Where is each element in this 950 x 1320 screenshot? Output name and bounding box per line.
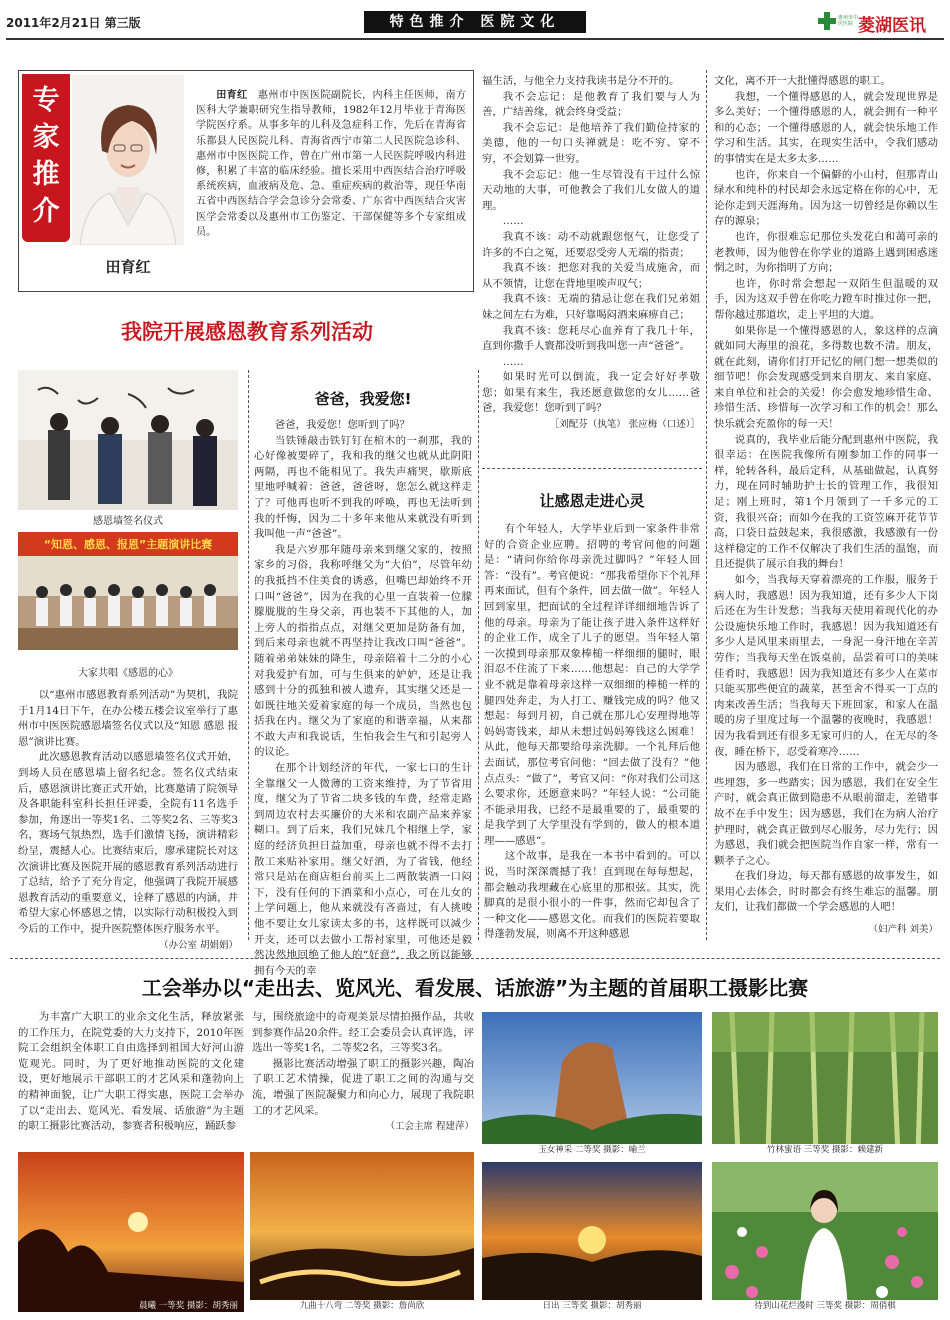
union-text-col2 [252,1010,474,1135]
logo-text: 菱湖医讯 [858,16,926,36]
dad-para-2: 我是六岁那年随母亲来到继父家的，按照家乡的习俗，我称呼继父为“大伯”，尽管年幼的我抵挡不住美食的诱惑，但嘴巴却始终不开口叫“爸爸”，因为在我的心里一直装着一位朦朦胧胧的生身父亲，再也装不下其他的人，加上旁人的指指点点，对继父更加是防备有加，到后来母亲也就不再坚持让我改口叫“爸爸”。随着弟弟妹妹的降生，母亲陪着十二分的小心对我爱护有加，可与生俱来的妒妒，还是让我感到十分的孤独和被人遗弃，其实继父还是一如既往地关爱着家庭的每一个成员，当然也包括我在内。继父为了家庭的和谐幸福，从来都不敢大声和我说话，生怕我会生气和引起旁人的议论。 [254,543,472,759]
col4-para-2: 也许，你来自一个偏僻的小山村，但那青山绿水和纯朴的村民却会永远定格在你的心中，无论你走到天涯海角。因为这一切曾经是你赖以生存的源泉； [714,168,938,228]
photo-flower-caption: 待到山花烂漫时 三等奖 摄影：周俏棋 [712,1300,938,1312]
photo-river-caption: 九曲十八弯 二等奖 摄影：詹尚欣 [250,1300,474,1312]
ganen-para-0: 有个年轻人，大学毕业后到一家条件非常好的合资企业应聘。招聘的考官问他的问题是：“请问你给你母亲洗过脚吗？”年轻人回答：“没有”。考官便说：“那我希望你下个礼拜再来面试，但有个条件，回去做一做”。年轻人回到家里，把面试的全过程详详细细地告诉了他的母亲。母亲为了能让孩子进入条件这样好的企业工作，成全了儿子的愿望。当年轻人第一次摸到母亲那双象棒槌一样细细的腿时，眼泪忍不住流了下来……他想起：自己的大学学业不就是靠着母亲这样一双细细的棒槌一样的腿四处奔走，为人打工、赚钱完成的吗？他又想起：每到月初，自己就在那儿心安理得地等妈妈寄钱来，却从未想过妈妈筹钱这么困难！从此，他每天都要给母亲洗脚。一个礼拜后他去面试，那位考官问他：“回去做了没有？”他点点头：“做了”，考官又问：“你对我们公司这么要求你，还愿意来吗？”年轻人说：“公司能不能录用我，已经不是最重要的了，最重要的是我学到了大学里没有学到的，做人的根本道理——感恩”。 [484,523,700,847]
col3-para-1: 我不会忘记：是他教育了我们要与人为善，广结善缘，就会终身受益； [482,90,700,119]
col4-para-6: 说真的，我毕业后能分配到惠州中医院，我很幸运：在医院我像所有刚参加工作的同事一样，轮转各科，最后定科，从基础做起，认真努力，现在同时辅助护士长的管理工作，我很知足；刚上班时，第1个月领到了一千多元的工资，我很兴奋；而如今在我的工资笠麻开花节节高，口袋日益鼓起来，我很感激，我感激有一份这样稳定的工作不仅解决了我们生活的温饱，而且还提供了展示自我的舞台！ [714,433,938,571]
photo-singing-caption: 大家共唱《感恩的心》 [78,668,178,679]
photo-singing [18,532,238,650]
col4-para-8: 因为感恩，我们在日常的工作中，就会少一些埋怨，多一些踏实；因为感恩，我们在安全生产时，就会真正做到隐患不从眼前溜走，差错事故不在手中发生；因为感恩，我们在为病人治疗护理时，就会真正做到尽心服务，尽力先行；因为感恩，我们就会把医院当作自家一样，常有一颗孝子之心。 [714,761,938,867]
section-banner: 特色推介 医院文化 [364,11,586,33]
dad-para-1: 当铁锤敲击铁钉钉在棺木的一刹那，我的心好像被要碎了，我和我的继父也就从此阴阳两隔，再也不能相见了。我失声痛哭，歇斯底里地呼喊着：爸爸，爸爸呀，您怎么就这样走了？可他再也听不到我的呼唤，再也无法听到我的忏悔，因为二十多年来他从来就没有听到我叫他一声“爸爸”。 [254,434,472,541]
union-para-2a: 与，围绕旅途中的奇观美景尽情拍摄作品，共收到参赛作品20余件。经工会委员会认真评选，评选出一等奖1名，二等奖2名，三等奖3名。 [252,1011,474,1055]
photo-signing-wall [18,370,238,510]
dad-para-3: 在那个计划经济的年代，一家七口的生计全靠继父一人微薄的工资来维持，为了节省用度，继父为了节省二块多钱的车费，经常走路到周边农村去买廉价的大米和农副产品来养家糊口。到了后来，我们兄妹几个相继上学，家庭的经济负担日益加重，母亲也就不得不去打散工来贴补家用。继父好酒，为了省钱，他经常只是站在商店柜台前买上二两散装酒一口闷下，没有任何的下酒菜和小点心，可在儿女的上学问题上，他从来就没有吝啬过，有人挑唆他不要让女儿家读太多的书，这样既可以减少开支，还可以去做小工帮衬家里，可他还是毅然决然地回绝了他人的“好意”，我之所以能够拥有今天的幸 [254,762,472,977]
ganen-para-1: 这个故事，是我在一本书中看到的。可以说，当时深深震撼了我！直到现在每每想起，都会触动我埋藏在心底里的那根弦。其实，洗脚真的是很小很小的一件事，然而它却包含了一种文化——感恩文化。而我们的医院若要取得蓬勃发展，则离不开这种感恩 [484,850,700,941]
col3-para-4: …… [502,215,524,228]
col3-para-2: 我不会忘记：是他培养了我们勤俭持家的美德，他的一句口头禅就是：吃不穷、穿不穷，不会划算一世穷。 [482,121,700,165]
hospital-cross-icon [818,12,836,30]
col4-para-5: 如果你是一个懂得感恩的人，象这样的点滴就如同大海里的浪花，多得数也数不清。朋友，就在此刻，请你们打开记忆的闸门想一想类似的细节吧！你会发现感受到来自朋友、来自家庭、来自单位和社会的关爱！你会愈发地珍惜生命、珍惜生活、珍惜每一次学习和工作的机会！那么快乐就会充盈你的每一天！ [714,324,938,431]
photo-rock-caption: 玉女神采 二等奖 摄影：喻兰 [482,1144,702,1156]
col4-divider [706,70,707,940]
expert-portrait [72,75,184,245]
col4-para-3: 也许，你很难忘记那位头发花白和蔼可亲的老教师，因为他曾在你学业的道路上遇到困惑迷惘之时，为你指明了方向； [714,230,938,275]
col3-signature: ［刘配芬（执笔） 张应梅（口述）］ [549,419,700,431]
expert-bio-name: 田育红 [216,90,248,101]
ganen-top-rule [482,468,702,469]
ganen-title: 让感恩走进心灵 [539,492,645,510]
col3-para-0: 福生活，与他全力支持我读书是分不开的。 [482,75,680,87]
date-edition: 2011年2月21日 第三版 [6,16,141,30]
photo-flower [712,1162,938,1312]
photo-river [250,1152,474,1312]
union-top-rule [10,958,940,959]
col3-divider [478,370,479,940]
photo-sunset-caption: 日出 三等奖 摄影：胡秀丽 [482,1300,702,1312]
col4-para-7: 如今，当我每天穿着漂亮的工作服，服务于病人时，我感恩！因为我知道，还有多少人下岗后还在为生计发愁；当我每天使用着现代化的办公设施快乐地工作时，我感恩！因为我知道还有多少人是风里来雨里去，一身泥一身汗地在辛苦劳作；当我每天坐在饭桌前，品尝着可口的美味佳肴时，我感恩！因为我知道还有多少人在菜市只能买那些便宜的蔬菜，甚至舍不得买一丁点的肉来改善生活；当我每天下班回家，和家人在温暖的房子里度过每一个温馨的夜晚时，我感恩！因为我看到还有很多无家可归的人，在无尽的冬夜，睡在桥下，忍受着寒冷…… [714,574,938,758]
col4-para-9: 在我们身边，每天都有感恩的故事发生，如果用心去体会，时时都会有终生难忘的温馨。朋友们，让我们都做一个学会感恩的人吧！ [714,870,938,914]
logo-small-text: 惠州市中医医院 [838,15,859,27]
col1-para-1: 此次感恩教育活动以感恩墙签名仪式开始，到场人员在感恩墙上留名纪念。签名仪式结束后，感恩演讲比赛正式开始，比赛邀请了院领导及各职能科室科长担任评委，全院有11名选手参加，角逐出一等奖1名、二等奖2名、三等奖3名，赛场气氛热烈，选手们激情飞扬，演讲精彩纷呈，震撼人心。比赛结束后，廖承建院长对这次演讲比赛及医院开展的感恩教育系列活动进行了总结，给予了充分肯定，他强调了我院开展感恩教育活动的重要意义，诠释了感恩的内涵，并希望大家心怀感恩之情，以实际行动积极投入到今后的工作中，提升医院整体医疗服务水平。 [18,751,238,935]
union-text-col1 [18,1010,244,1135]
col3-para-9: …… [502,355,524,368]
ganen-story [484,522,700,943]
col1-para-0: 以“惠州市感恩教育系列活动”为契机，我院于1月14日下午，在办公楼五楼会议室举行了惠州市中医医院感恩墙签名仪式以及“知恩 感恩 报恩”演讲比赛。 [18,689,238,748]
photo-dawn-caption: 晨曦 一等奖 摄影：胡秀丽 [139,1301,238,1311]
union-para-2b: 摄影比赛活动增强了职工的摄影兴趣，陶冶了职工艺术情操，促进了职工之间的沟通与交流，增强了医院凝聚力和向心力，展现了我院职工的才艺风采。 [252,1057,474,1117]
dad-para-0: 爸爸，我爱您！您听到了吗？ [274,419,410,431]
dad-title: 爸爸，我爱您! [314,390,412,408]
header-rule [6,38,944,40]
photo-rock [482,1012,702,1156]
dad-story [254,418,472,979]
column-4 [714,74,938,938]
expert-badge-label: 专家推介 [32,85,60,227]
col4-para-1: 我想，一个懂得感恩的人，就会发现世界是多么美好；一个懂得感恩的人，就会拥有一种平和的心态；一个懂得感恩的人，就会快乐地工作学习和生活。其实，在现实生活中，令我们感动的事情实在是太多太多…… [714,90,938,165]
col4-signature: （妇产科 刘美） [868,924,938,936]
photo-signing-wall-caption: 感恩墙签名仪式 [93,516,163,527]
masthead-logo [818,9,944,37]
col3-para-7: 我真不该：无端的猜忌让您在我们兄弟姐妹之间左右为难，只好靠喝闷酒来麻痹自己； [482,293,700,321]
photo-bamboo-caption: 竹林蜜语 三等奖 摄影：赖建新 [712,1144,938,1156]
expert-bio-text: 惠州市中医医院副院长，内科主任医师，南方医科大学兼职研究生指导教师，1982年12月毕业于青海医学院医疗系。从事多年的儿科及急症科工作，先后在青海省乐都县人民医院儿科、青海省西宁市第二人民医院急诊科、惠州市中医医院工作，曾在广州市第一人民医院呼吸内科进修，积累了丰富的临床经验。擅长采用中西医结合治疗呼吸系统疾病，血液病及危、急、重症疾病的救治等，现任华南五省中西医结合学会急诊分会常委、广东省中西医结合灾害医学会常委以及惠州市工伤鉴定、干部保健等多个专家组成员。 [196,90,467,238]
column-1-text [18,688,238,953]
union-signature: （工会主席 程建萍） [385,1121,474,1133]
gratitude-title: 我院开展感恩教育系列活动 [121,320,373,344]
col3-para-6: 我真不该：把您对我的关爱当成施舍，而从不领情，让您在背地里唉声叹气； [482,262,700,290]
photo-bamboo [712,1012,938,1156]
column-3-top [482,74,700,433]
expert-bio [196,88,466,240]
photo-sunset [482,1162,702,1312]
col3-para-5: 我真不该：动不动就跟您怄气，让您受了许多的不白之冤，还要忍受旁人无端的指责； [482,230,700,259]
photo-dawn [18,1152,244,1312]
expert-badge [22,74,70,242]
union-title: 工会举办以“走出去、览风光、看发展、话旅游”为主题的首届职工摄影比赛 [141,976,809,1000]
expert-photo-name: 田育红 [105,258,151,276]
photo-singing-banner: “知恩、感恩、报恩”主题演讲比赛 [43,538,213,551]
col3-para-3: 我不会忘记：他一生尽管没有干过什么惊天动地的大事，可他教会了我们儿女做人的道理。 [482,168,700,212]
col4-para-0: 文化，离不开一大批懂得感恩的职工。 [714,75,891,87]
col3-para-10: 如果时光可以倒流，我一定会好好孝敬您；如果有来生，我还愿意做您的女儿……爸爸，我爱您！您听到了吗？ [482,371,700,415]
col3-para-8: 我真不该：您耗尽心血养育了我几十年，直到你撒手人寰都没听到我叫您一声“爸爸”。 [482,324,700,353]
col2-divider [248,370,249,940]
col1-signature: （办公室 胡娟娟） [158,939,238,951]
col4-para-4: 也许，你时常会想起一双陌生但温暖的双手，因为这双手曾在你吃力蹬车时推过你一把，帮你越过那道坎，走上平坦的大道。 [714,277,938,321]
union-para-1: 为丰富广大职工的业余文化生活，释放紧张的工作压力，在院党委的大力支持下，2010年医院工会组织全体职工自由选择到祖国大好河山游览观光。同时，为了更好地推动医院的文化建设，更好地展示干部职工的才艺风采和蓬勃向上的精神面貌，让广大职工得实惠，医院工会举办了以“走出去、览风光、看发展、话旅游”为主题的职工摄影比赛活动，参赛者积极响应，踊跃参 [18,1011,244,1133]
